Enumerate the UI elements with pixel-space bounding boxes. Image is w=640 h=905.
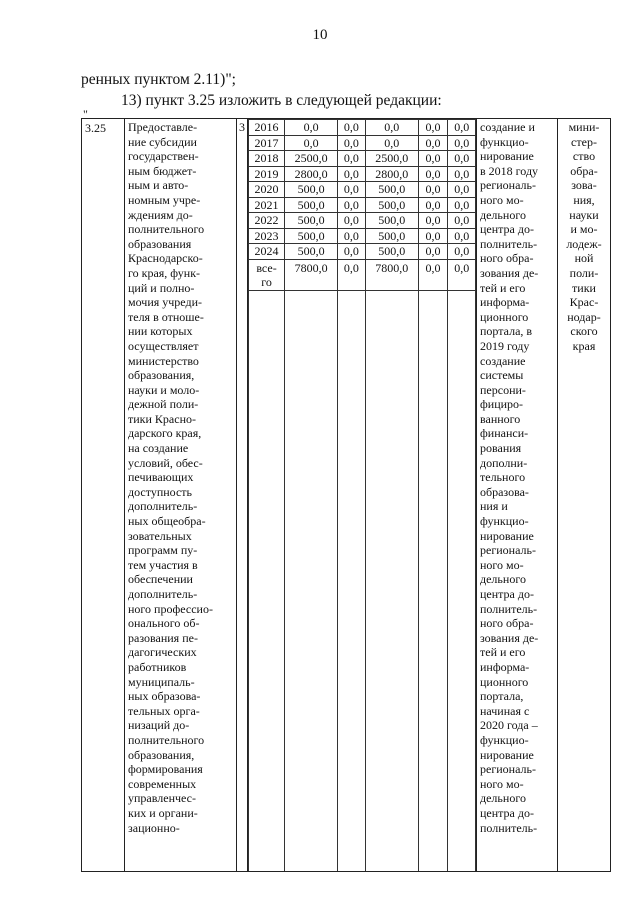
table-row [82, 119, 611, 872]
year-cell: 2020 [249, 182, 285, 198]
amount-cell: 0,0 [285, 120, 338, 136]
amount-cell: 0,0 [448, 135, 476, 151]
year-cell: 2019 [249, 166, 285, 182]
item-name-line: го края, функ- [128, 265, 201, 280]
year-cell: 2016 [249, 120, 285, 136]
result-line: зования де- [480, 265, 539, 280]
item-name-line: управленчес- [128, 791, 196, 806]
item-name-line: доступность [128, 484, 193, 499]
item-name-line: ных образова- [128, 689, 201, 704]
program-table [81, 118, 611, 872]
item-name-line: дарского края, [128, 426, 202, 441]
amount-cell: 0,0 [418, 213, 448, 229]
amount-cell: 0,0 [448, 244, 476, 260]
item-name-line: формирования [128, 762, 203, 777]
amount-cell: 0,0 [418, 197, 448, 213]
amount-cell: 2500,0 [285, 151, 338, 167]
executor-line: тики [572, 280, 596, 295]
year-cell: 2022 [249, 213, 285, 229]
result-line: дельного [480, 572, 526, 587]
item-name-line: ких и органи- [128, 805, 198, 820]
result-line: зования де- [480, 630, 539, 645]
amount-cell: 500,0 [285, 213, 338, 229]
executor-line: обра- [570, 163, 598, 178]
page-number: 10 [312, 27, 328, 43]
result-line: 2019 году [480, 338, 530, 353]
item-name [125, 119, 237, 872]
result-line: системы [480, 368, 524, 383]
result-line: персони- [480, 382, 526, 397]
amount-cell: 500,0 [285, 197, 338, 213]
executor-line: ния, [573, 192, 595, 207]
item-name-line: низаций до- [128, 718, 190, 733]
result-line: ного мо- [480, 192, 524, 207]
amount-cell: 2800,0 [285, 166, 338, 182]
amount-cell: 0,0 [448, 213, 476, 229]
text-line-continuation: ренных пунктом 2.11)"; [81, 71, 236, 88]
total-amount-cell: 0,0 [448, 259, 476, 290]
expected-result [477, 119, 558, 872]
amount-cell: 0,0 [338, 135, 366, 151]
item-name-line: ждениям до- [128, 207, 193, 222]
item-name-line: ным и авто- [128, 178, 189, 193]
result-line: финанси- [480, 426, 529, 441]
amount-cell: 0,0 [448, 182, 476, 198]
result-line: ного обра- [480, 616, 534, 631]
amount-cell: 500,0 [285, 228, 338, 244]
item-name-line: работников [128, 659, 187, 674]
result-line: нирование [480, 747, 534, 762]
funding-year-row [249, 120, 476, 136]
funding-year-row [249, 151, 476, 167]
amount-cell: 0,0 [418, 182, 448, 198]
result-line: портала, [480, 689, 524, 704]
executor-line: поли- [569, 265, 599, 280]
item-name-line: программ пу- [128, 543, 198, 558]
item-name-line: образования, [128, 368, 195, 383]
result-line: функцио- [480, 514, 529, 529]
item-name-line: тики Красно- [128, 411, 196, 426]
amount-cell: 0,0 [365, 120, 418, 136]
total-amount-cell: 0,0 [418, 259, 448, 290]
executor-line: науки [569, 207, 599, 222]
amount-cell: 500,0 [285, 244, 338, 260]
amount-cell: 0,0 [418, 166, 448, 182]
item-name-line: Краснодарско- [128, 251, 203, 266]
amount-cell: 0,0 [285, 135, 338, 151]
funding-year-row [249, 244, 476, 260]
funding-cell [248, 119, 477, 872]
amount-cell: 0,0 [418, 228, 448, 244]
column-filler-row [249, 290, 476, 871]
item-name-line: разования пе- [128, 630, 198, 645]
amount-cell: 0,0 [448, 120, 476, 136]
item-name-line: государствен- [128, 149, 199, 164]
item-name-line: ние субсидии [128, 134, 197, 149]
total-label [249, 259, 285, 290]
item-name-line: онального об- [128, 616, 200, 631]
year-cell: 2017 [249, 135, 285, 151]
result-line: региональ- [480, 543, 536, 558]
item-name-line: на создание [128, 441, 189, 456]
opening-quote: " [83, 107, 88, 121]
result-line: начиная с [480, 703, 530, 718]
amount-cell: 0,0 [338, 228, 366, 244]
column-filler [448, 290, 476, 871]
result-line: информа- [480, 295, 530, 310]
year-cell: 2023 [249, 228, 285, 244]
column-filler [365, 290, 418, 871]
executor [558, 119, 611, 872]
result-line: в 2018 году [480, 163, 539, 178]
amount-cell: 0,0 [365, 135, 418, 151]
item-name-line: науки и моло- [128, 382, 200, 397]
amount-cell: 0,0 [338, 244, 366, 260]
year-cell: 2024 [249, 244, 285, 260]
year-cell: 2021 [249, 197, 285, 213]
executor-line: стер- [571, 134, 597, 149]
text-line-instruction: 13) пункт 3.25 изложить в следующей редакции: [121, 92, 442, 109]
column-filler [285, 290, 338, 871]
funding-year-row [249, 135, 476, 151]
result-line: рования [480, 441, 522, 456]
result-line: фициро- [480, 397, 524, 412]
amount-cell: 0,0 [338, 151, 366, 167]
column-filler [418, 290, 448, 871]
amount-cell: 0,0 [418, 120, 448, 136]
result-line: полнитель- [480, 601, 538, 616]
result-line: образова- [480, 484, 529, 499]
funding-year-row [249, 213, 476, 229]
amount-cell: 0,0 [418, 151, 448, 167]
executor-line: ского [570, 324, 598, 339]
item-name-line: дополнитель- [128, 499, 198, 514]
item-name-line: Предоставле- [128, 120, 198, 134]
item-name-line: условий, обес- [128, 455, 203, 470]
total-amount-cell: 7800,0 [365, 259, 418, 290]
amount-cell: 500,0 [365, 244, 418, 260]
result-line: ного мо- [480, 776, 524, 791]
result-line: 2020 года – [480, 718, 538, 733]
amount-cell: 0,0 [338, 197, 366, 213]
result-line: тей и его [480, 280, 526, 295]
executor-line: нодар- [567, 309, 601, 324]
executor-line: края [572, 338, 596, 353]
amount-cell: 500,0 [365, 197, 418, 213]
funding-total-row [249, 259, 476, 290]
result-line: дельного [480, 791, 526, 806]
amount-cell: 0,0 [448, 166, 476, 182]
item-name-line: обеспечении [128, 572, 193, 587]
result-line: ного обра- [480, 251, 534, 266]
item-name-line: современных [128, 776, 197, 791]
executor-line: ной [574, 251, 594, 266]
result-line: дополни- [480, 455, 528, 470]
amount-cell: 500,0 [365, 213, 418, 229]
result-line: информа- [480, 659, 530, 674]
item-name-line: нии которых [128, 324, 193, 339]
amount-cell: 500,0 [285, 182, 338, 198]
column-filler [338, 290, 366, 871]
item-name-line: ным бюджет- [128, 163, 197, 178]
total-label-line: все- [256, 260, 277, 275]
item-code: 3 [237, 119, 248, 872]
item-number: 3.25 [82, 119, 125, 872]
item-name-line: мочия учреди- [128, 295, 202, 310]
result-line: тельного [480, 470, 526, 485]
item-name-line: муниципаль- [128, 674, 195, 689]
total-label-line: го [261, 275, 272, 289]
result-line: портала, в [480, 324, 533, 339]
executor-line: мини- [568, 120, 600, 134]
item-name-line: полнительного [128, 222, 205, 237]
item-name-line: зационно- [128, 820, 180, 835]
result-line: ванного [480, 411, 521, 426]
executor-line: Крас- [569, 295, 599, 310]
column-filler [249, 290, 285, 871]
item-name-line: теля в отноше- [128, 309, 204, 324]
result-line: тей и его [480, 645, 526, 660]
amount-cell: 0,0 [448, 197, 476, 213]
amount-cell: 0,0 [448, 228, 476, 244]
amount-cell: 500,0 [365, 228, 418, 244]
result-line: дельного [480, 207, 526, 222]
result-line: полнитель- [480, 820, 538, 835]
funding-year-row [249, 197, 476, 213]
item-name-line: номным учре- [128, 192, 201, 207]
item-name-line: образования [128, 236, 192, 251]
item-name-line: зовательных [128, 528, 192, 543]
amount-cell: 500,0 [365, 182, 418, 198]
item-name-line: ных общеобра- [128, 514, 206, 529]
item-name-line: осуществляет [128, 338, 199, 353]
funding-year-row [249, 166, 476, 182]
executor-line: зова- [571, 178, 597, 193]
item-name-line: тельных орга- [128, 703, 200, 718]
result-line: ния и [480, 499, 508, 514]
result-line: региональ- [480, 178, 536, 193]
amount-cell: 0,0 [338, 182, 366, 198]
executor-line: ство [572, 149, 596, 164]
result-line: региональ- [480, 762, 536, 777]
amount-cell: 0,0 [418, 244, 448, 260]
result-line: нирование [480, 149, 534, 164]
funding-table [248, 119, 476, 871]
amount-cell: 2800,0 [365, 166, 418, 182]
result-line: ного мо- [480, 557, 524, 572]
result-line: нирование [480, 528, 534, 543]
item-name-line: дежной поли- [128, 397, 199, 412]
amount-cell: 0,0 [338, 213, 366, 229]
total-amount-cell: 7800,0 [285, 259, 338, 290]
total-amount-cell: 0,0 [338, 259, 366, 290]
year-cell: 2018 [249, 151, 285, 167]
result-line: центра до- [480, 222, 534, 237]
result-line: ционного [480, 674, 529, 689]
item-name-line: образования, [128, 747, 195, 762]
result-line: полнитель- [480, 236, 538, 251]
amount-cell: 2500,0 [365, 151, 418, 167]
funding-year-row [249, 228, 476, 244]
result-line: создание и [480, 120, 535, 134]
amount-cell: 0,0 [338, 166, 366, 182]
executor-line: лодеж- [566, 236, 602, 251]
item-name-line: министерство [128, 353, 199, 368]
result-line: ционного [480, 309, 529, 324]
result-line: функцио- [480, 134, 529, 149]
funding-year-row [249, 182, 476, 198]
item-name-line: ного профессио- [128, 601, 213, 616]
amount-cell: 0,0 [418, 135, 448, 151]
amount-cell: 0,0 [338, 120, 366, 136]
result-line: создание [480, 353, 526, 368]
result-line: центра до- [480, 587, 534, 601]
item-name-line: ций и полно- [128, 280, 195, 295]
result-line: центра до- [480, 805, 534, 820]
item-name-line: дополнитель- [128, 587, 198, 601]
item-name-line: дагогических [128, 645, 197, 660]
item-name-line: тем участия в [128, 557, 198, 572]
result-line: функцио- [480, 732, 529, 747]
amount-cell: 0,0 [448, 151, 476, 167]
item-name-line: печивающих [128, 470, 194, 485]
executor-line: и мо- [570, 222, 598, 237]
item-name-line: полнительного [128, 732, 205, 747]
